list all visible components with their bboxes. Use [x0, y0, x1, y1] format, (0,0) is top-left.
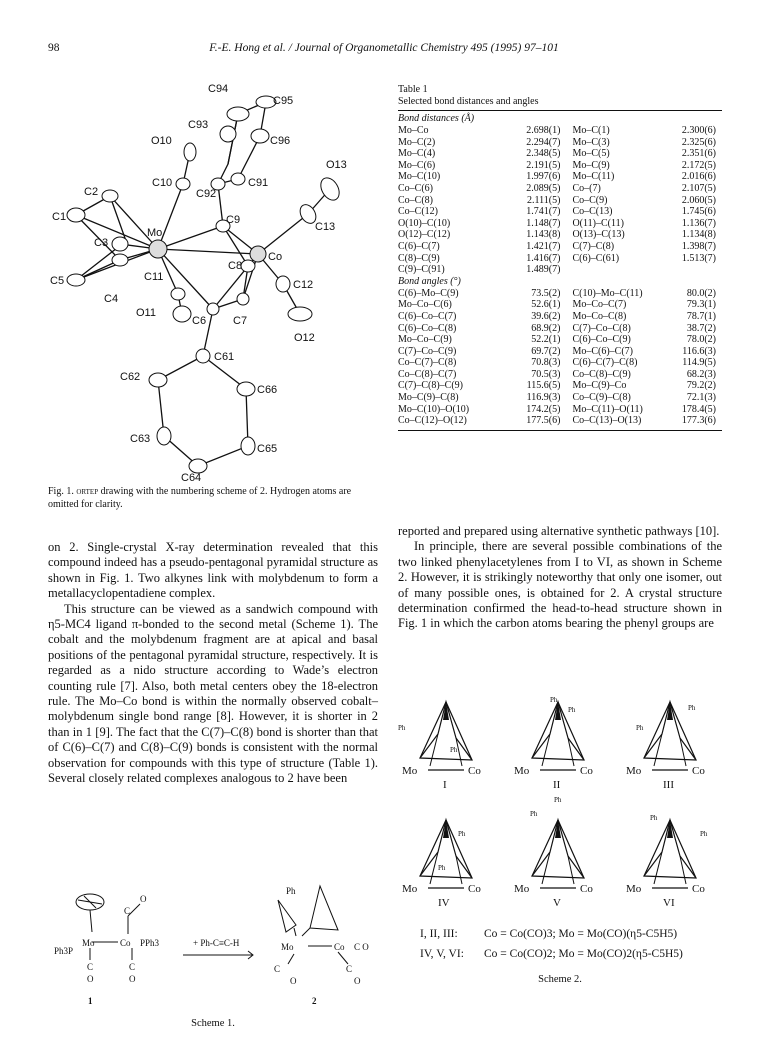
bond-name: C(6)–Mo–C(9): [398, 287, 459, 299]
bond-name: Co–C(9)–C(8): [572, 392, 631, 404]
s1-ph: Ph: [286, 886, 296, 896]
label-c1: C1: [52, 211, 67, 223]
s2-ph: Ph: [636, 724, 644, 732]
bond-name: Mo–C(9): [572, 159, 610, 171]
bond-name: C(10)–Mo–C(11): [572, 287, 643, 299]
bond-name: Co–C(12): [398, 206, 438, 218]
bond-name: Co–C(9): [572, 194, 608, 206]
atom-c10: [176, 178, 190, 190]
scheme-2-legend: [420, 924, 722, 964]
s2-mo: Mo: [626, 883, 642, 895]
paragraph: This structure can be viewed as a sandwich compound with η5-MC4 ligand π-bonded to the second metal (Scheme 1). The cobalt and the molybdenum fragment are at apical and basal positions of the pentagonal pyramidal structure, respectively. It is regarded as a nido structure according to Wade’s electron counting rule [7]. Also, both metal centers obey the 18-electron rule. The Mo–Co bond is within the normally observed cobalt–molybdenum single bond range [8]. However, it is shorter in 2 than in 1 [9]. The fact that the C(7)–C(8) bond is shorter than that of C(6)–C(7) and C(8)–C(9) bonds is consistent with the normal observation for compounds with this type of structure (Table 1). Several closely related complexes analogous to 2 have been: [48, 601, 378, 786]
bond-name: Co–C(7)–C(8): [398, 357, 457, 369]
ortep-labels: [50, 84, 347, 484]
bond-value: 1.136(7): [681, 217, 716, 229]
bond-value: 2.294(7): [526, 136, 561, 148]
label-o13: O13: [326, 159, 347, 171]
bond-name: C(6)–Co–C(8): [398, 322, 457, 334]
bond-value: 79.3(1): [686, 299, 716, 311]
s1-o: O: [140, 894, 147, 904]
label-c10: C10: [152, 177, 173, 189]
label-c66: C66: [257, 384, 278, 396]
label-c94: C94: [208, 84, 229, 95]
bond-name: Mo–C(9)–C(8): [398, 392, 459, 404]
bond-value: 69.7(2): [531, 345, 561, 357]
scheme-1-reaction: [48, 880, 378, 1010]
s2-co: Co: [580, 765, 593, 777]
atom-c7: [237, 293, 249, 305]
bond-value: 2.016(6): [681, 171, 716, 183]
paragraph: on 2. Single-crystal X-ray determination revealed that this compound indeed has a pseudo-pentagonal pyramidal structure as shown in Fig. 1. Two alkynes link with molybdenum to form a metallacyclopentadiene complex.: [48, 540, 378, 601]
atom-c94: [227, 107, 249, 121]
bond-value: 116.6(3): [682, 345, 716, 357]
bond-value: 72.1(3): [686, 392, 716, 404]
isomer-label-ii: II: [553, 779, 561, 791]
atom-c61: [196, 349, 210, 363]
bond-value: 1.489(7): [526, 264, 561, 276]
label-c62: C62: [120, 371, 141, 383]
s1-c: C: [346, 964, 353, 974]
bond-value: 73.5(2): [531, 287, 561, 299]
bond-value: 114.9(5): [682, 357, 716, 369]
s1-label-2: 2: [312, 996, 317, 1006]
label-c7: C7: [233, 315, 248, 327]
atom-c63: [157, 427, 171, 445]
bond-value: 1.416(7): [526, 252, 561, 264]
bond-name: Mo–C(2): [398, 136, 436, 148]
bond-value: 1.421(7): [526, 240, 561, 252]
label-c95: C95: [273, 95, 294, 107]
s2-ph: Ph: [700, 830, 708, 838]
bond-name: Co–C(6): [398, 182, 433, 194]
isomer-label-iii: III: [663, 779, 674, 791]
bond-value: 1.997(6): [526, 171, 561, 183]
bond-name: C(7)–C(8): [572, 240, 615, 252]
bond-value: 177.5(6): [526, 415, 561, 427]
s2-mo: Mo: [514, 765, 530, 777]
label-mo: Mo: [147, 227, 163, 239]
label-c91: C91: [248, 177, 269, 189]
atom-c8: [241, 260, 255, 272]
table-row: [398, 229, 722, 241]
isomer-vi: [644, 820, 696, 888]
s2-ph: Ph: [568, 706, 576, 714]
label-c2: C2: [84, 186, 99, 198]
bond-value: [657, 264, 722, 276]
page-number: 98: [48, 42, 60, 54]
bond-name: C(6)–Co–C(9): [572, 334, 631, 346]
atom-c62: [149, 373, 167, 387]
table-row: [398, 195, 722, 207]
bond-value: 2.107(5): [681, 182, 716, 194]
bond-name: Mo–C(10)–O(10): [398, 403, 470, 415]
bond-name: Mo–C(6): [398, 159, 436, 171]
bond-value: 78.0(2): [686, 334, 716, 346]
table-row: [398, 183, 722, 195]
atom-c91: [231, 173, 245, 185]
s1-reagent: + Ph-C≡C-H: [193, 938, 240, 948]
label-o11: O11: [136, 307, 156, 319]
table-row: [398, 299, 722, 311]
bond-value: 70.5(3): [531, 368, 561, 380]
bond-name: Mo–C(6)–C(7): [572, 345, 634, 357]
atom-c4: [112, 254, 128, 266]
isomer-label-vi: VI: [663, 897, 675, 909]
label-c4: C4: [104, 293, 119, 305]
table-row: [398, 160, 722, 172]
label-c63: C63: [130, 433, 151, 445]
s2-ph: Ph: [450, 746, 458, 754]
bond-name: C(6)–C(61): [572, 252, 620, 264]
atom-c1: [67, 208, 85, 222]
table-row: [398, 137, 722, 149]
bond-name: Co–C(13)–O(13): [572, 415, 642, 427]
bond-name: Co–C(8): [398, 194, 433, 206]
bond-value: 2.089(5): [526, 182, 561, 194]
bond-name: Mo–Co–C(9): [398, 334, 452, 346]
legend-line: IV, V, VI: Co = Co(CO)2; Mo = Mo(CO)2(η5-C5H5): [420, 948, 683, 960]
table-row: [398, 404, 722, 416]
atom-c2: [102, 190, 118, 202]
table-1: [398, 84, 722, 431]
s1-c: C: [87, 962, 94, 972]
table-row: [398, 171, 722, 183]
bond-name: Mo–Co–C(7): [572, 299, 627, 311]
bond-value: 1.143(8): [526, 229, 561, 241]
table-row: [398, 264, 722, 276]
isomer-ii: [532, 702, 584, 770]
table-label: Table 1: [398, 84, 428, 95]
bond-value: 1.398(7): [681, 240, 716, 252]
right-column-text: [398, 524, 722, 632]
table-row: [398, 218, 722, 230]
label-c64: C64: [181, 472, 202, 484]
bond-value: 2.111(5): [527, 194, 561, 206]
bond-name: Mo–C(10): [398, 171, 441, 183]
bond-name: C(9)–C(91): [398, 264, 445, 276]
bond-value: 52.2(1): [531, 334, 561, 346]
s2-co: Co: [692, 765, 705, 777]
label-c11: C11: [144, 271, 164, 283]
label-c92: C92: [196, 188, 217, 200]
bond-name: C(7)–Co–C(9): [398, 345, 457, 357]
s1-co-ligand: C O: [354, 942, 369, 952]
label-o12: O12: [294, 332, 315, 344]
bond-name: C(7)–Co–C(8): [572, 322, 631, 334]
s2-mo: Mo: [626, 765, 642, 777]
s1-pph3: PPh3: [140, 938, 160, 948]
bond-name: C(6)–Co–C(7): [398, 310, 457, 322]
isomer-i: [420, 702, 472, 770]
s2-ph: Ph: [554, 796, 562, 804]
label-c61: C61: [214, 351, 235, 363]
s2-co: Co: [468, 883, 481, 895]
bond-value: 68.9(2): [531, 322, 561, 334]
atom-c96: [251, 129, 269, 143]
bond-value: 2.300(6): [681, 125, 716, 136]
table-row: [398, 346, 722, 358]
bond-value: 2.325(6): [681, 136, 716, 148]
bond-name: O(12)–C(12): [398, 229, 451, 241]
table-row: [398, 241, 722, 253]
s1-co-2: Co: [334, 942, 345, 952]
table-row: [398, 369, 722, 381]
bond-value: 177.3(6): [681, 415, 716, 427]
running-head: F.-E. Hong et al. / Journal of Organometallic Chemistry 495 (1995) 97–101: [209, 42, 559, 54]
bond-value: 115.6(5): [526, 380, 561, 392]
bond-value: 1.741(7): [526, 206, 561, 218]
s2-co: Co: [580, 883, 593, 895]
ortep-bonds: [76, 102, 330, 466]
isomer-v: [532, 820, 584, 888]
bond-name: Co–C(8)–C(7): [398, 368, 457, 380]
bond-value: 39.6(2): [531, 310, 561, 322]
bond-value: 2.191(5): [526, 159, 561, 171]
bond-name: Mo–C(5): [572, 148, 610, 160]
bond-value: 68.2(3): [686, 368, 716, 380]
bond-value: 174.2(5): [526, 403, 561, 415]
bond-value: 80.0(2): [686, 287, 716, 299]
s2-mo: Mo: [514, 883, 530, 895]
bond-value: 79.2(2): [686, 380, 716, 392]
bond-name: Mo–Co–C(6): [398, 299, 452, 311]
s1-o: O: [290, 976, 297, 986]
bond-name: Mo–Co: [398, 125, 429, 136]
bond-value: 1.513(7): [681, 252, 716, 264]
s2-ph: Ph: [650, 814, 658, 822]
atom-c93: [220, 126, 236, 142]
table-row: [398, 380, 722, 392]
bond-name: C(6)–C(7)–C(8): [572, 357, 638, 369]
s2-ph: Ph: [530, 810, 538, 818]
s2-mo: Mo: [402, 765, 418, 777]
bond-name: Co–(7): [572, 182, 601, 194]
label-c12: C12: [293, 279, 314, 291]
table-row: [398, 288, 722, 300]
s2-ph: Ph: [458, 830, 466, 838]
bond-name: Mo–C(3): [572, 136, 610, 148]
s2-ph: Ph: [550, 696, 558, 704]
s1-c: C: [274, 964, 281, 974]
isomer-label-i: I: [443, 779, 447, 791]
atom-c65: [241, 437, 255, 455]
bond-name: Mo–C(9)–Co: [572, 380, 627, 392]
table-row: [398, 392, 722, 404]
bond-name: Co–C(13): [572, 206, 613, 218]
angles-heading: Bond angles (°): [398, 275, 461, 287]
figure-1-ortep-drawing: [48, 84, 378, 484]
label-c6: C6: [192, 315, 207, 327]
table-row: [398, 148, 722, 160]
bond-name: C(7)–C(8)–C(9): [398, 380, 463, 392]
bond-value: 1.134(8): [681, 229, 716, 241]
paragraph: reported and prepared using alternative synthetic pathways [10].: [398, 524, 720, 538]
s1-c: C: [129, 962, 136, 972]
table-row: [398, 253, 722, 265]
bond-name: Mo–Co–C(8): [572, 310, 627, 322]
bond-value: 2.351(6): [681, 148, 716, 160]
s2-ph: Ph: [688, 704, 696, 712]
bond-value: 1.745(6): [681, 206, 716, 218]
bond-value: 2.060(5): [681, 194, 716, 206]
table-row: [398, 334, 722, 346]
atom-c3: [112, 237, 128, 251]
bond-name: O(13)–C(13): [572, 229, 625, 241]
isomer-label-v: V: [553, 897, 561, 909]
s1-ph3p: Ph3P: [54, 946, 74, 956]
atom-o10: [184, 143, 196, 161]
bond-name: Co–C(12)–O(12): [398, 415, 467, 427]
bond-name: [566, 264, 657, 276]
left-column-text: [48, 540, 378, 787]
distances-table: [398, 125, 722, 276]
s1-o: O: [129, 974, 136, 984]
bond-name: C(6)–C(7): [398, 240, 440, 252]
label-c93: C93: [188, 119, 209, 131]
s1-mo-1: Mo: [82, 938, 95, 948]
table-row: [398, 206, 722, 218]
bond-name: Co–C(8)–C(9): [572, 368, 631, 380]
label-o10: O10: [151, 135, 172, 147]
atom-o11: [173, 306, 191, 322]
s2-mo: Mo: [402, 883, 418, 895]
atom-c12: [276, 276, 290, 292]
scheme-2-caption: Scheme 2.: [538, 974, 582, 985]
bond-value: 78.7(1): [686, 310, 716, 322]
s1-o: O: [87, 974, 94, 984]
bond-name: O(10)–C(10): [398, 217, 451, 229]
atom-o12: [288, 307, 312, 321]
bond-value: 2.698(1): [526, 125, 561, 136]
table-title: Selected bond distances and angles: [398, 96, 539, 107]
atom-c6: [207, 303, 219, 315]
bond-value: 2.172(5): [681, 159, 716, 171]
atom-co: [250, 246, 266, 262]
atom-c66: [237, 382, 255, 396]
bond-value: 52.6(1): [531, 299, 561, 311]
bond-value: 70.8(3): [531, 357, 561, 369]
label-c8: C8: [228, 260, 243, 272]
s2-co: Co: [692, 883, 705, 895]
table-row: [398, 323, 722, 335]
s2-ph: Ph: [438, 864, 446, 872]
figure-1-caption: Fig. 1. ortep drawing with the numbering scheme of 2. Hydrogen atoms are omitted for clarity.: [48, 486, 352, 510]
bond-name: O(11)–C(11): [572, 217, 624, 229]
scheme-1-caption: Scheme 1.: [191, 1018, 235, 1029]
bond-value: 38.7(2): [686, 322, 716, 334]
s2-ph: Ph: [398, 724, 406, 732]
atom-c5: [67, 274, 85, 286]
table-row: [398, 415, 722, 427]
label-c96: C96: [270, 135, 291, 147]
label-c5: C5: [50, 275, 65, 287]
atom-c64: [189, 459, 207, 473]
s1-co-1: Co: [120, 938, 131, 948]
label-c9: C9: [226, 214, 241, 226]
bond-name: Mo–C(4): [398, 148, 436, 160]
legend-line: I, II, III: Co = Co(CO)3; Mo = Mo(CO)(η5-C5H5): [420, 928, 678, 940]
bond-name: C(8)–C(9): [398, 252, 440, 264]
s1-mo-2: Mo: [281, 942, 294, 952]
isomer-label-iv: IV: [438, 897, 450, 909]
table-row: [398, 311, 722, 323]
isomer-iii: [644, 702, 696, 770]
s1-c: C: [124, 906, 131, 916]
label-c65: C65: [257, 443, 278, 455]
bond-value: 178.4(5): [681, 403, 716, 415]
bond-value: 116.9(3): [526, 392, 561, 404]
table-row: [398, 125, 722, 137]
distances-heading: Bond distances (Å): [398, 113, 475, 124]
bond-name: Mo–C(11): [572, 171, 615, 183]
s1-o: O: [354, 976, 361, 986]
bond-name: Mo–C(1): [572, 125, 610, 136]
s1-label-1: 1: [88, 996, 93, 1006]
bond-value: 2.348(5): [526, 148, 561, 160]
label-co: Co: [268, 251, 283, 263]
angles-table: [398, 288, 722, 427]
atom-mo: [149, 240, 167, 258]
bond-value: 1.148(7): [526, 217, 561, 229]
label-c13: C13: [315, 221, 336, 233]
label-c3: C3: [94, 237, 109, 249]
table-row: [398, 357, 722, 369]
s2-co: Co: [468, 765, 481, 777]
atom-c11: [171, 288, 185, 300]
paragraph: In principle, there are several possible combinations of the two linked phenylacetylenes from I to VI, as shown in Scheme 2. However, it is strikingly noteworthy that only one isomer, out of many possible ones, is obtained for 2. A crystal structure determination confirmed the head-to-head structure shown in Fig. 1 in which the carbon atoms bearing the phenyl groups are: [398, 539, 722, 631]
bond-name: Mo–C(11)–O(11): [572, 403, 643, 415]
